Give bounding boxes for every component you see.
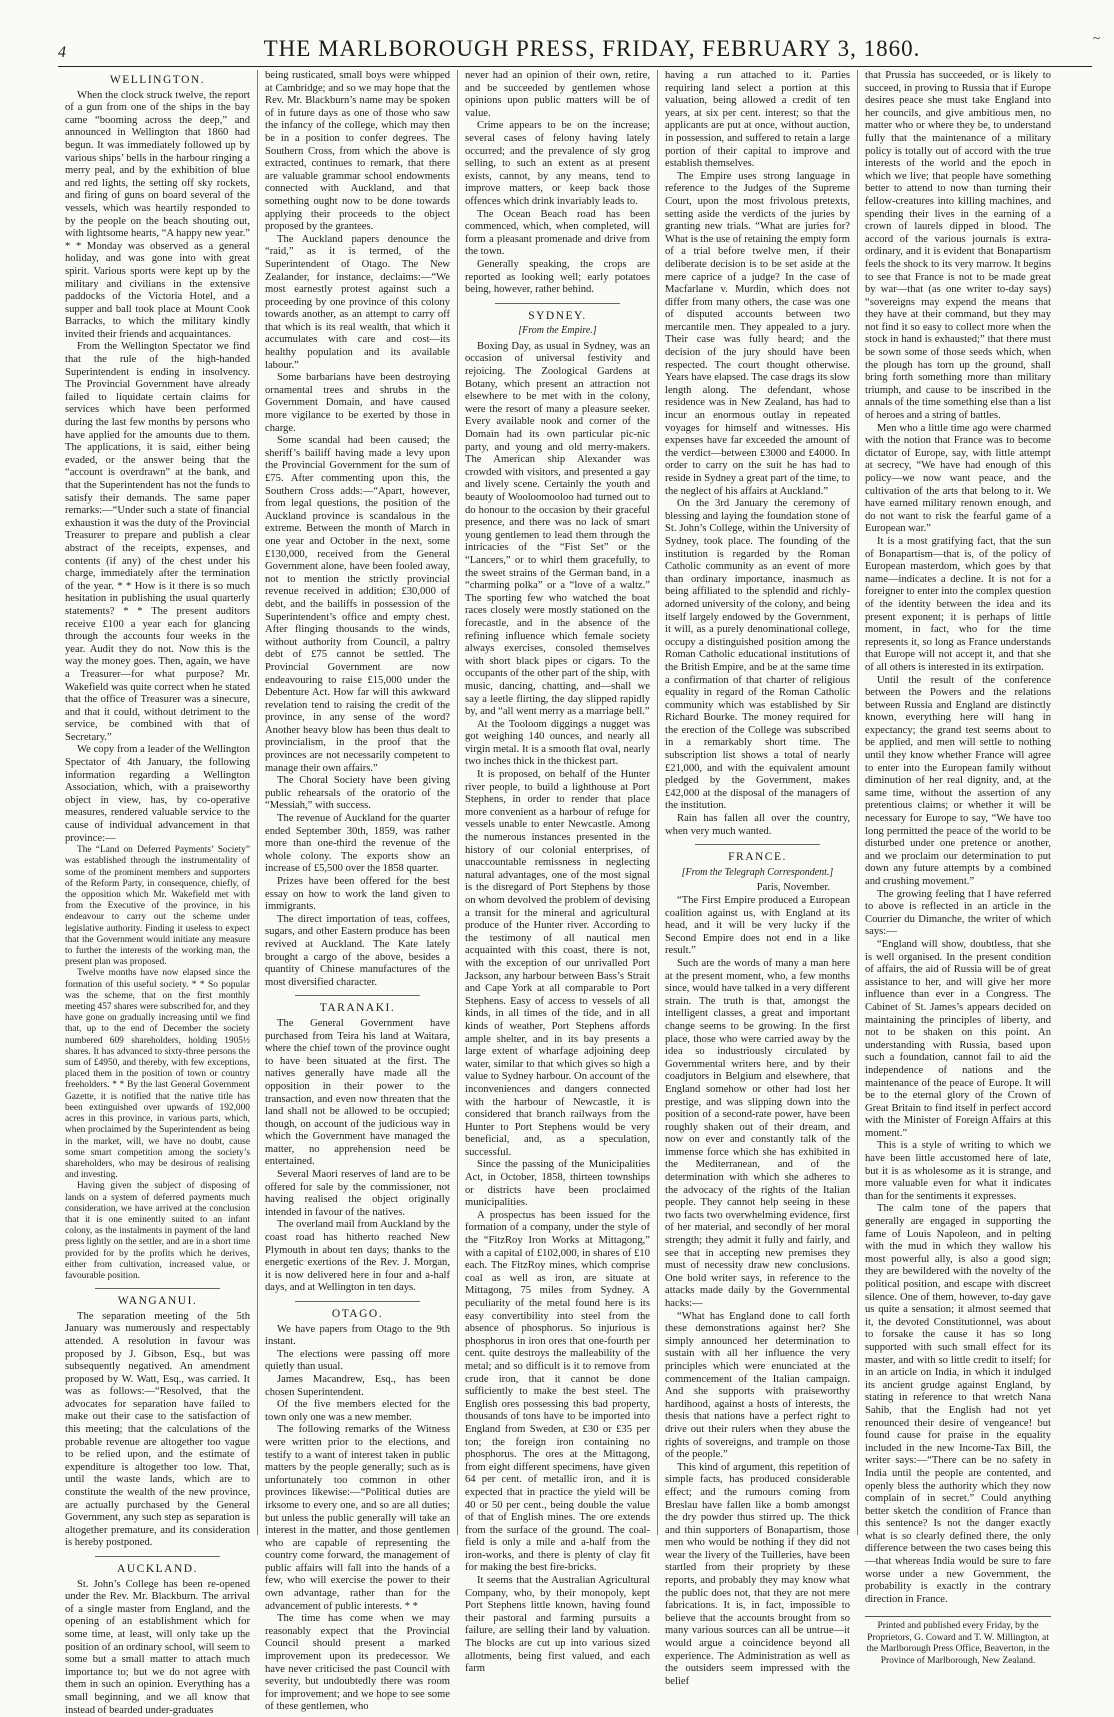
article-paragraph: The Choral Society have been giving public rehearsals of the oratorio of the “Messiah,” with success. — [265, 775, 450, 812]
column-1 — [58, 70, 258, 1716]
article-paragraph: The Auckland papers denounce the “raid,” as it is termed, of the Superintendent of Otago. The New Zealander, for instance, declaims:—“We most earnestly protest against such a proceeding by one province of this colony towards another, as an attempt to carry off that which is its real wealth, that which it accumulates with care and cost—its healthy population and its available labour.” — [265, 233, 450, 371]
article-paragraph: Such are the words of many a man here at the present moment, who, a few months since, would have talked in a very different strain. The truth is that, amongst the intelligent classes, a great and important change seems to be growing. In the first place, those who were carried away by the idea so industriously circulated by Governmental writers here, and by their coadjutors in Belgium and elsewhere, that England somehow or other had lost her prestige, and was slipping down into the position of a second-rate power, have been roughly shaken out of their dream, and now on ever and constantly talk of the immense force which she has exhibited in the Mediterranean, and of the determination with which she adheres to the advocacy of the rights of the Italian people. They cannot help seeing in these two facts two overwhelming evidence, first of her material, and secondly of her moral strength; they admit it fully and fairly, and see that in accepting new premises they must of necessity draw new conclusions. One bold writer says, in reference to the attacks made daily by the Governmental hacks:— — [665, 957, 850, 1309]
page-number: 4 — [58, 44, 66, 61]
article-paragraph: When the clock struck twelve, the report of a gun from one of the ships in the bay came “booming across the deep,” and announced in Wellington that 1860 had begun. It was immediately followed up by various ships’ bells in the harbour ringing a merry peal, and by the exhibition of blue and red lights, the setting off sky rockets, and firing of guns on board several of the vessels, which was heartily responded to by the people on the beach shouting out, with lightsome hearts, “A happy new year.” * * Monday was observed as a general holiday, and was gone into with great spirit. Various sports were kept up by the military and civilians in the extensive paddocks of the Victoria Hotel, and a supper and ball took place at Mount Cook Barracks, to which the military kindly invited their friends and acquaintances. — [65, 89, 250, 340]
section-heading: FRANCE. — [728, 851, 787, 864]
quoted-paragraph: The “Land on Deferred Payments’ Society” was established through the instrumentality of some of the prominent members and supporters of the Reform Party, in consequence, chiefly, of the opposition which Mr. Wakefield met with from the Executive of the province, in his endeavour to carry out the scheme under legislative authority. Finding it useless to expect that the Government would initiate any measure to further the interests of the working man, the present plan was proposed. — [65, 845, 250, 968]
article-paragraph: We copy from a leader of the Wellington Spectator of 4th January, the following information regarding a Wellington Association, which, with a praiseworthy object in view, has, by co-operative measures, rendered valuable service to the cause of individual advancement in that province:— — [65, 744, 250, 844]
article-paragraph: that Prussia has succeeded, or is likely to succeed, in proving to Russia that if Europe desires peace she must take England into her councils, and give ambitious men, no matter who or where they be, to understand fully that the maintenance of a military policy is totally out of accord with the true interests of the world and the epoch in which we live; that people have something better to attend to now than turning their fellow-creatures into killing machines, and spending their lives in the earning of a crown of laurels dipped in blood. The accord of the various journals is extra-ordinary, and it is evident that Bonapartism feels the shock to its very marrow. It begins to see that France is not to be made great by war—that (as one writer to-day says) “sovereigns may expend the means that they have at their command, but they may not find it so easy to collect more when the stock in hand is exhausted;” that there must be sown some of those seeds which, when the plough has torn up the ground, shall bring forth something more than military triumph, and cause to be inscribed in the annals of the time something else than a list of heroes and a string of battles. — [865, 70, 1051, 422]
article-paragraph: The following remarks of the Witness were written prior to the elections, and testify to a want of interest taken in public matters by the people generally; such as is unfortunately too common in other provinces likewise:—“Political duties are irksome to every one, and so are all duties; but unless the public generally will take an interest in the matter, and those gentlemen who are capable of representing the country come forward, the management of public affairs will fall into the hands of a few, who will exercise the power to their own advantage, rather than for the advancement of public interests. * * — [265, 1424, 450, 1612]
section-heading: TARANAKI. — [319, 1002, 396, 1015]
article-paragraph: It is proposed, on behalf of the Hunter river people, to build a lighthouse at Port Stephens, in order to render that place more convenient as a harbour of refuge for vessels unable to enter Newcastle. Among the numerous instances presented in the history of our colonial enterprises, of unaccountable remissness in neglecting natural advantages, one of the most signal is the disregard of Port Stephens by those on whom devolved the problem of devising a transit for the mineral and agricultural produce of the Hunter river. According to the testimony of all nautical men acquainted with this coast, there is not, with the exception of our unrivalled Port Jackson, any harbour between Bass’s Strait and Cape York at all comparable to Port Stephens. Easy of access to vessels of all kinds, in all times of the tide, and in all kinds of weather, Port Stephens affords ample shelter, and in its bay presents a large extent of wharfage adjoining deep water, similar to that which gives so high a value to Sydney harbour. On account of the inconveniences and dangers connected with the harbour of Newcastle, it is considered that branch railways from the Hunter to Port Stephens would be very beneficial, and, as a speculation, successful. — [465, 769, 650, 1158]
section-heading: SYDNEY. — [528, 309, 587, 322]
section-heading: WANGANUI. — [117, 1295, 198, 1308]
source-credit: [From the Telegraph Correspondent.] — [681, 866, 834, 878]
article-paragraph: At the Tooloom diggings a nugget was got weighing 140 ounces, and nearly all virgin metal. It is a smooth flat oval, nearly two inches thick in the thickest part. — [465, 718, 650, 768]
article-paragraph: The General Government have purchased from Teira his land at Waitara, where the chief town of the province ought to have been situated at the first. The natives generally have made all the opposition in their power to the transaction, and even now threaten that the land shall not be allowed to be occupied; though, on account of the judicious way in which the Government have managed the matter, no apprehension need be entertained. — [265, 1017, 450, 1168]
article-paragraph: This is a style of writing to which we have been little accustomed here of late, but it is as wholesome as it is strange, and more valuable even for what it indicates than for the sentiments it expresses. — [865, 1140, 1051, 1202]
article-paragraph: Some scandal had been caused; the sheriff’s bailiff having made a levy upon the Provincial Government for the sum of £75. After commenting upon this, the Southern Cross adds:—“Apart, however, from legal questions, the position of the Auckland province is scandalous in the extreme. Between the month of March in one year and October in the next, some £130,000, received from the General Government alone, have been fooled away, not to mention the strictly provincial revenue received in addition; £30,000 of debt, and the bailiffs in possession of the Superintendent’s office and empty chest. After flinging thousands to the winds, without authority from Council, a paltry debt of £75 cannot be settled. The Provincial Government are now endeavouring to raise £15,000 under the Debenture Act. How far will this awkward revelation tend to raising the credit of the province, in any sense of the word? Another heavy blow has been thus dealt to provincialism, in the proof that the provinces are not necessarily competent to manage their own affairs.” — [265, 435, 450, 774]
article-paragraph: The elections were passing off more quietly than usual. — [265, 1348, 450, 1373]
article-paragraph: This kind of argument, this repetition of simple facts, has produced considerable effect; and the rumours coming from Breslau have fallen like a bomb amongst the dry powder thus stirred up. The thick and thin supporters of Bonapartism, those men who would be nothing if they did not wear the livery of the Tuilleries, have been startled from their propriety by these reports, and probably they may know what the public does not, that they are not mere fabrications. It is, in fact, impossible to believe that the accounts brought from so many various sources can all be untrue—it would argue a coincidence beyond all experience. The Administration as well as the outsiders seem impressed with the belief — [665, 1461, 850, 1687]
article-paragraph: Until the result of the conference between the Powers and the relations between Russia and England are distinctly known, everything here will hang in expectancy; the grand test seems about to be applied, and men will settle to nothing until they know whether France will agree to enter into the European family without diminution of her real dignity, and, at the same time, without the assertion of any pretentious claims; or whether it will be necessary for Europe to say, “We have too long permitted the peace of the world to be disturbed under one pretence or another, and we proclaim our determination to put down any future attempts by a combined and crushing movement.” — [865, 674, 1051, 887]
printer-imprint: Printed and published every Friday, by the Proprietors, G. Coward and T. W. Millington, at the Marlborough Press Office, Beaverton, in the Province of Marlborough, New Zealand. — [865, 1616, 1051, 1667]
article-paragraph: having a run attached to it. Parties requiring land select a portion at this valuation, being allowed a credit of ten years, at six per cent. interest; so that the applicants are put at once, without auction, in possession, and suffered to retain a large portion of their capital to improve and establish themselves. — [665, 70, 850, 170]
section-divider — [695, 844, 820, 845]
article-paragraph: The overland mail from Auckland by the coast road has hitherto reached New Plymouth in about ten days; thanks to the energetic exertions of the Rev. J. Morgan, it is now delivered here in four and a-half days, and at Wellington in ten days. — [265, 1219, 450, 1294]
article-paragraph: The revenue of Auckland for the quarter ended September 30th, 1859, was rather more than one-third the revenue of the whole colony. The exports show an increase of £5,500 over the 1858 quarter. — [265, 813, 450, 875]
quoted-paragraph: Having given the subject of disposing of lands on a system of deferred payments much consideration, we have arrived at the conclusion that it is one eminently suited to an infant colony, as the instalments in payment of the land press lightly on the settler, and are in a short time provided for by the profits which he derives, either from cultivation, increased value, or favourable position. — [65, 1181, 250, 1281]
article-paragraph: The time has come when we may reasonably expect that the Provincial Council should present a marked improvement upon its predecessor. We have never criticised the past Council with severity, but undoubtedly there was room for improvement; and we hope to see some of these gentlemen, who — [265, 1613, 450, 1713]
article-paragraph: Boxing Day, as usual in Sydney, was an occasion of universal festivity and rejoicing. The Zoological Gardens at Botany, which present an attraction not elsewhere to be met with in the colony, were the resort of many a pleasure seeker. Every available nook and corner of the Domain had its own particular pic-nic party, and young and old merry-makers. The American ship Alexander was crowded with visitors, and presented a gay and lively scene. Certainly the youth and beauty of Wooloomooloo had turned out to do honour to the occasion by their graceful presence, and there was no lack of smart young gentlemen to lead them through the intricacies of the “Fist Set” or the “Lancers,” or to whirl them gracefully, to the sweet strains of the German band, in a “charming polka” or a “love of a waltz.” The sporting few who watched the boat races closely were mostly stationed on the forecastle, and in the absence of the refining influence which female society always exercises, consoled themselves with short black pipes or cigars. To the occupants of the other part of the ship, with music, dancing, chatting, and—shall we say a leetle flirting, the day slipped rapidly by, and “all went merry as a marriage bell.” — [465, 340, 650, 718]
section-divider — [295, 995, 420, 996]
article-paragraph: We have papers from Otago to the 9th instant. — [265, 1323, 450, 1348]
article-paragraph: The separation meeting of the 5th January was numerously and respectably attended. A resolution in favour was proposed by J. Gibson, Esq., but was subsequently negatived. An amendment proposed by W. Watt, Esq., was carried. It was as follows:—“Resolved, that the advocates for separation have failed to make out their case to the satisfaction of this meeting; that the calculations of the probable revenue are altogether too vague to be relied upon, and the estimate of expenditure is altogether too low. That, until the waste lands, which are to constitute the wealth of the new province, are actually purchased by the General Government, any such step as separation is altogether premature, and its consideration is hereby postponed. — [65, 1310, 250, 1549]
article-paragraph: Some barbarians have been destroying ornamental trees and shrubs in the Government Domain, and have caused more vigilance to be exerted by those in charge. — [265, 372, 450, 434]
section-divider — [95, 1288, 220, 1289]
article-paragraph: “What has England done to call forth these demonstrations against her? She simply announced her determination to sustain with all her influence the very principles which were enunciated at the commencement of the Italian campaign. And she supports with praiseworthy hardihood, against a hosts of interests, the thesis that nations have a perfect right to drive out their rulers when they abuse the rights of sovereigns, and trample on those of the people.” — [665, 1310, 850, 1461]
article-paragraph: The growing feeling that I have referred to above is reflected in an article in the Courrier du Dimanche, the writer of which says:— — [865, 888, 1051, 938]
article-paragraph: The direct importation of teas, coffees, sugars, and other Eastern produce has been revived at Auckland. The Kate lately brought a cargo of the above, besides a quantity of Chinese manufactures of the most diversified character. — [265, 913, 450, 988]
corner-ornament: ~ — [1092, 30, 1100, 45]
masthead-title: THE MARLBOROUGH PRESS, FRIDAY, FEBRUARY 3, 1860. — [263, 36, 921, 61]
article-paragraph: “The First Empire produced a European coalition against us, with England at its head, and it will be very lucky if the Second Empire does not end in a like result.” — [665, 895, 850, 957]
article-paragraph: It is a most gratifying fact, that the sun of Bonapartism—that is, of the policy of European masterdom, which goes by that name—indicates a decline. It is not for a foreigner to enter into the complex question of the identity between the idea and its present exponent; it is perhaps of little moment, in fact, who for the time represents it, so long as France understands that Europe will not accept it, and that she of all others is interested in its extirpation. — [865, 535, 1051, 673]
section-heading: WELLINGTON. — [109, 74, 206, 86]
article-paragraph: Of the five members elected for the town only one was a new member. — [265, 1399, 450, 1423]
article-paragraph: Crime appears to be on the increase; several cases of felony having lately occurred; and the prevalence of sly grog selling, to such an extent as at present exists, cannot, by any means, tend to improve matters, or keep back those offences which drink invariably leads to. — [465, 120, 650, 207]
article-paragraph: On the 3rd January the ceremony of blessing and laying the foundation stone of St. John’s College, within the University of Sydney, took place. The founding of the institution is regarded by the Roman Catholic community as an event of more than ordinary importance, inasmuch as being affiliated to the splendid and richly-adorned university of the colony, and being itself largely endowed by the Government, it will, as a purely denominational college, occupy a distinguished position among the Roman Catholic educational institutions of the British Empire, and be at the same time a confirmation of that charter of religious equality in regard of the Roman Catholic community which was established by Sir Richard Bourke. The money required for the erection of the College was subscribed in a remarkably short time. The subscription list shows a total of nearly £21,000, and with the equivalent amount pledged by the Government, makes £42,000 at the disposal of the managers of the institution. — [665, 498, 850, 812]
column-4 — [658, 70, 858, 1687]
section-divider — [495, 303, 620, 304]
column-5 — [858, 70, 1058, 1666]
quoted-paragraph: Twelve months have now elapsed since the formation of this useful society. * * So popular was the scheme, that on the first monthly meeting 457 shares were subscribed for, and they have gone on gradually increasing until we find that, up to the end of December the society numbered 609 shareholders, holding 1905½ shares. It has advanced to sixty-three persons the sum of £4950, and thereby, with few exceptions, placed them in the position of town or country freeholders. * * By the last General Government Gazette, it is notified that the native title has been extinguished over upwards of 192,000 acres in this province, in various parts, which, when proclaimed by the Superintendent as being in the market, will, we have no doubt, cause some smart competition among the society’s shareholders, who may be desirous of realising and investing. — [65, 968, 250, 1181]
article-paragraph: Several Maori reserves of land are to be offered for sale by the commissioner, not having realised the object originally intended in favour of the natives. — [265, 1169, 450, 1218]
article-paragraph: never had an opinion of their own, retire, and be succeeded by gentlemen whose opinions upon public matters will be of value. — [465, 70, 650, 119]
section-heading: AUCKLAND. — [117, 1563, 198, 1576]
article-paragraph: Rain has fallen all over the country, when very much wanted. — [665, 813, 850, 837]
article-paragraph: Prizes have been offered for the best essay on how to work the land given to immigrants. — [265, 876, 450, 913]
article-paragraph: The Ocean Beach road has been commenced, which, when completed, will form a pleasant promenade and drive from the town. — [465, 208, 650, 258]
article-paragraph: The calm tone of the papers that generally are engaged in supporting the fame of Louis Napoleon, and in pelting with the mud in which they wallow his most powerful ally, is also a good sign; they are bewildered with the novelty of the political position, and escape with discreet silence. One of them, however, to-day gave us quite a sensation; it almost seemed that it, the devoted Constitutionnel, was about to forsake the cause it has so long supported with such small effect for its master, and with so little credit to itself; for in an article on India, in which it indulged its ancient grudge against England, by stating in reference to that wretch Nana Sahib, that the English had not yet renounced their desire of vengeance! but found cause for praise in the equality included in the new Income-Tax Bill, the writer says:—“There can be no safety in India until the people are contented, and openly bless the authority which they now complain of in secret.” Could anything better sketch the condition of France than this sentence? Is not the danger exactly what is so clearly defined there, the only difference between the two cases being this—that whereas India would be sure to fare worse under a new Government, the probability is exactly in the contrary direction in France. — [865, 1203, 1051, 1605]
column-3 — [458, 70, 658, 1675]
section-heading: OTAGO. — [331, 1308, 384, 1320]
article-paragraph: Generally speaking, the crops are reported as looking well; early potatoes being, however, rather behind. — [465, 258, 650, 296]
article-paragraph: It seems that the Australian Agricultural Company, who, by their monopoly, kept Port Stephens little known, having found their pastoral and farming pursuits a failure, are selling their land by valuation. The blocks are cut up into various sized allotments, being first valued, and each farm — [465, 1575, 650, 1675]
article-paragraph: Since the passing of the Municipalities Act, in October, 1858, thirteen townships or districts have been proclaimed municipalities. — [465, 1159, 650, 1209]
article-paragraph: The Empire uses strong language in reference to the Judges of the Supreme Court, upon the most frivolous pretexts, setting aside the verdicts of the juries by granting new trials. “What are juries for? What is the use of retaining the empty form of a trial before twelve men, if their deliberate decision is to be set aside at the mere caprice of a judge? In the case of Macfarlane v. Murdin, which does not differ from many others, the case was one of disputed accounts between two mercantile men. They appealed to a jury. Their case was fully heard; and the decision of the jury should have been respected. The court thought otherwise. Years have elapsed. The case drags its slow length along. The defendant, whose residence was in New Zealand, has had to incur an enormous outlay in repeated voyages for himself and witnesses. His expenses have far exceeded the amount of the verdict—between £3000 and £4000. In order to carry on the suit he has had to reside in Sydney a great part of the time, to the neglect of his affairs at Auckland.” — [665, 170, 850, 497]
newspaper-columns — [58, 70, 1094, 1716]
dateline: Paris, November. — [756, 882, 830, 894]
section-divider — [95, 1556, 220, 1557]
article-paragraph: being rusticated, small boys were whipped at Cambridge; and so we may hope that the Rev. Mr. Blackburn’s name may be spoken of in future days as one of those who saw the infancy of the college, which may then be in a position to confer degrees. The Southern Cross, from which the above is extracted, continues to remark, that there are valuable grammar school endowments connected with Auckland, and that something ought now to be done towards applying their proceeds to the object proposed by the grantees. — [265, 70, 450, 233]
article-paragraph: From the Wellington Spectator we find that the rule of the high-handed Superintendent is ending in insolvency. The Provincial Government have already failed to liquidate certain claims for services which have been performed during the last few months by persons who have applied for the amounts due to them. The applications, it is said, either being evaded, or the answer being that the “account is overdrawn” at the bank, and that the Superintendent has not the funds to satisfy their demands. The same paper remarks:—“Under such a state of financial exhaustion it was the duty of the Provincial Treasurer to prepare and publish a clear abstract of the receipts, expenses, and contents (if any) of the chest under his charge, immediately after the termination of the year. * * How is it there is so much hesitation in publishing the usual quarterly statements? * * The present auditors receive £100 a year each for glancing through the accounts four weeks in the year. Audit they do not. Now this is the way the money goes. Then, again, we have a Treasurer—for what purpose? Mr. Wakefield was quite correct when he stated that the office of Treasurer was a sinecure, and that it could, without detriment to the service, be combined with that of Secretary.” — [65, 341, 250, 743]
column-2 — [258, 70, 458, 1713]
article-paragraph: “England will show, doubtless, that she is well organised. In the present condition of affairs, the aid of Russia will be of great assistance to her, and will give her more influence than ever in a Congress. The Cabinet of St. James’s appears decided on maintaining the principles of liberty, and not to be shaken on this point. An understanding with Russia, based upon such a foundation, cannot fail to aid the independence of nations and the maintenance of the peace of Europe. It will be to the eternal glory of the Crown of Great Britain to find itself in perfect accord with the Minister of Foreign Affairs at this moment.” — [865, 938, 1051, 1139]
article-paragraph: A prospectus has been issued for the formation of a company, under the style of the “FitzRoy Iron Works at Mittagong,” with a capital of £102,000, in shares of £10 each. The FitzRoy mines, which comprise coal as well as iron, are situate at Mittagong, 75 miles from Sydney. A peculiarity of the metal found here is its easy convertibility into steel from the absence of phosphorus. So injurious is phosphorus in iron ores that one-fourth per cent. quite destroys the malleability of the metal; and so difficult is it to remove from crude iron, that it cannot be done sufficiently to make the best steel. The English ores possessing this bad property, thousands of tons have to be imported into England from Sweden, at £30 or £35 per ton; the foreign iron containing no phosphorus. The ores at the Mittagong, from eight different specimens, have given 64 per cent. of metallic iron, and it is expected that in practice the yield will be 40 or 50 per cent., being double the value of that of English mines. The ore extends from the surface of the ground. The coal-field is only a mile and a-half from the iron-works, and there is plenty of clay fit for making the best fire-bricks. — [465, 1209, 650, 1574]
header-rule — [58, 66, 1092, 67]
article-paragraph: James Macandrew, Esq., has been chosen Superintendent. — [265, 1373, 450, 1398]
article-paragraph: St. John’s College has been re-opened under the Rev. Mr. Blackburn. The arrival of a single master from England, and the opening of an establishment which for some time, at least, will only take up the position of an ordinary school, will seem to some but a small matter to attach much importance to; but we do not agree with them in such an opinion. Everything has a small beginning, and we all know that instead of bearded under-graduates — [65, 1578, 250, 1716]
source-credit: [From the Empire.] — [518, 325, 597, 337]
section-divider — [295, 1301, 420, 1302]
article-paragraph: Men who a little time ago were charmed with the notion that France was to become dictator of Europe, say, with little attempt at secrecy, “We have had enough of this policy—we now want peace, and the cultivation of the arts that belong to it. We have earned military renown enough, and do not want to risk the fearful game of a European war.” — [865, 422, 1051, 535]
